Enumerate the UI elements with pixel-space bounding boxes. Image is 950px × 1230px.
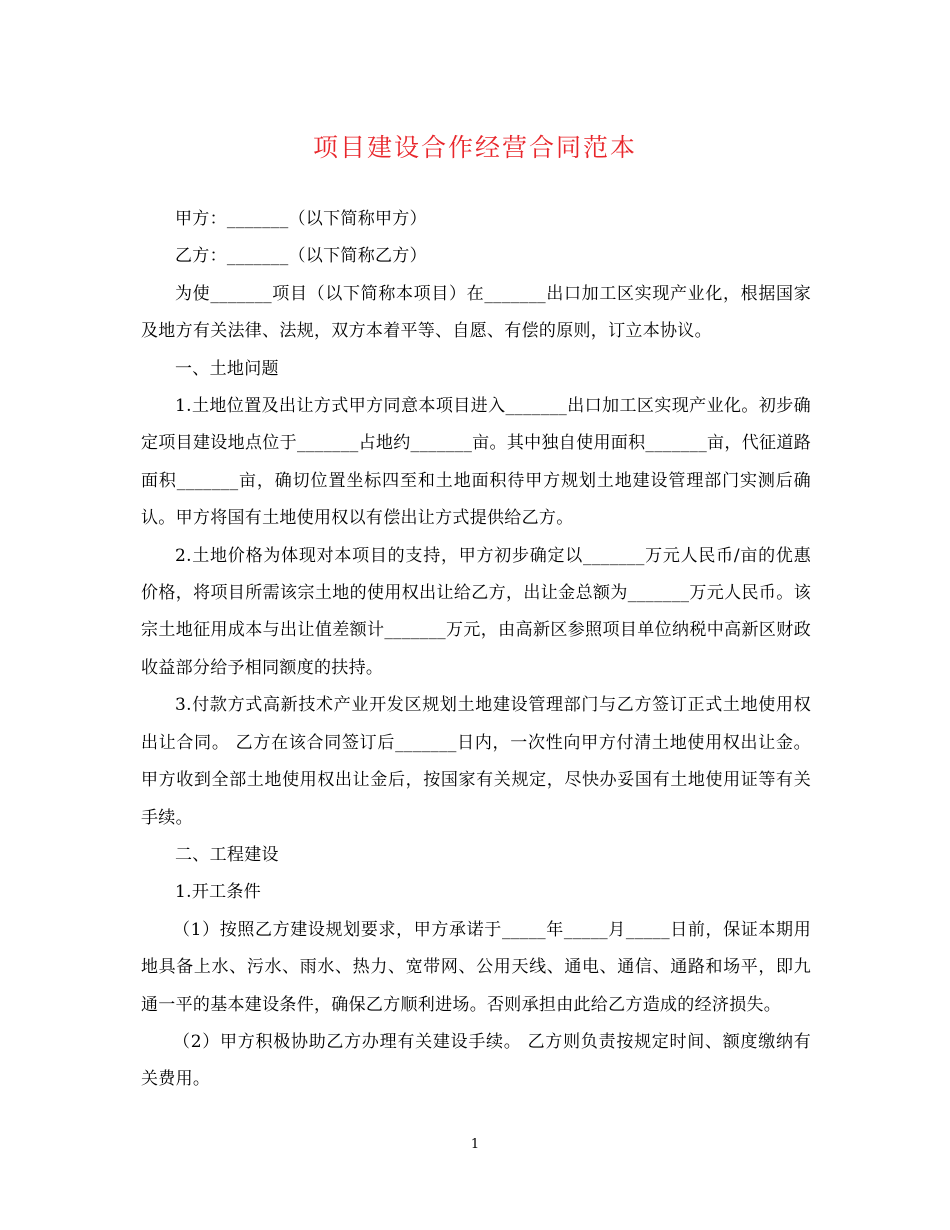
party-a-line: 甲方：_______（以下简称甲方） bbox=[175, 209, 427, 229]
page-number: 1 bbox=[470, 1137, 480, 1152]
clause-payment-method: 3.付款方式高新技术产业开发区规划土地建设管理部门与乙方签订正式土地使用权出让合同。 乙方在该合同签订后_______日内，一次性向甲方付清土地使用权出让金。甲方收到全部土地使用权出让金后，按国家有关规定，尽快办妥国有土地使用证等有关手续。 bbox=[141, 695, 811, 828]
section-heading-land: 一、土地问题 bbox=[175, 358, 279, 379]
document-title: 项目建设合作经营合同范本 bbox=[312, 133, 637, 162]
section-heading-construction: 二、工程建设 bbox=[175, 844, 279, 865]
document-body bbox=[141, 201, 811, 1099]
clause-land-price: 2.土地价格为体现对本项目的支持，甲方初步确定以_______万元人民币/亩的优惠价格，将项目所需该宗土地的使用权出让给乙方，出让金总额为_______万元人民币。该宗土地征用成本与出让值差额计_______万元，由高新区参照项目单位纳税中高新区财政收益部分给予相同额度的扶持。 bbox=[141, 545, 811, 678]
clause-land-location: 1.土地位置及出让方式甲方同意本项目进入_______出口加工区实现产业化。初步确定项目建设地点位于_______占地约_______亩。其中独自使用面积_______亩，代征道路面积_______亩，确切位置坐标四至和土地面积待甲方规划土地建设管理部门实测后确认。甲方将国有土地使用权以有偿出让方式提供给乙方。 bbox=[141, 396, 811, 529]
party-b-line: 乙方：_______（以下简称乙方） bbox=[175, 246, 427, 267]
subclause-2: （2）甲方积极协助乙方办理有关建设手续。 乙方则负责按规定时间、额度缴纳有关费用。 bbox=[141, 1031, 811, 1090]
clause-start-conditions: 1.开工条件 bbox=[175, 882, 262, 903]
subclause-1: （1）按照乙方建设规划要求，甲方承诺于_____年_____月_____日前，保证本期用地具备上水、污水、雨水、热力、宽带网、公用天线、通电、通信、通路和场平，即九通一平的基本建设条件，确保乙方顺利进场。否则承担由此给乙方造成的经济损失。 bbox=[141, 919, 811, 1015]
preamble-paragraph: 为使_______项目（以下简称本项目）在_______出口加工区实现产业化，根据国家及地方有关法律、法规，双方本着平等、自愿、有偿的原则，订立本协议。 bbox=[141, 283, 811, 342]
